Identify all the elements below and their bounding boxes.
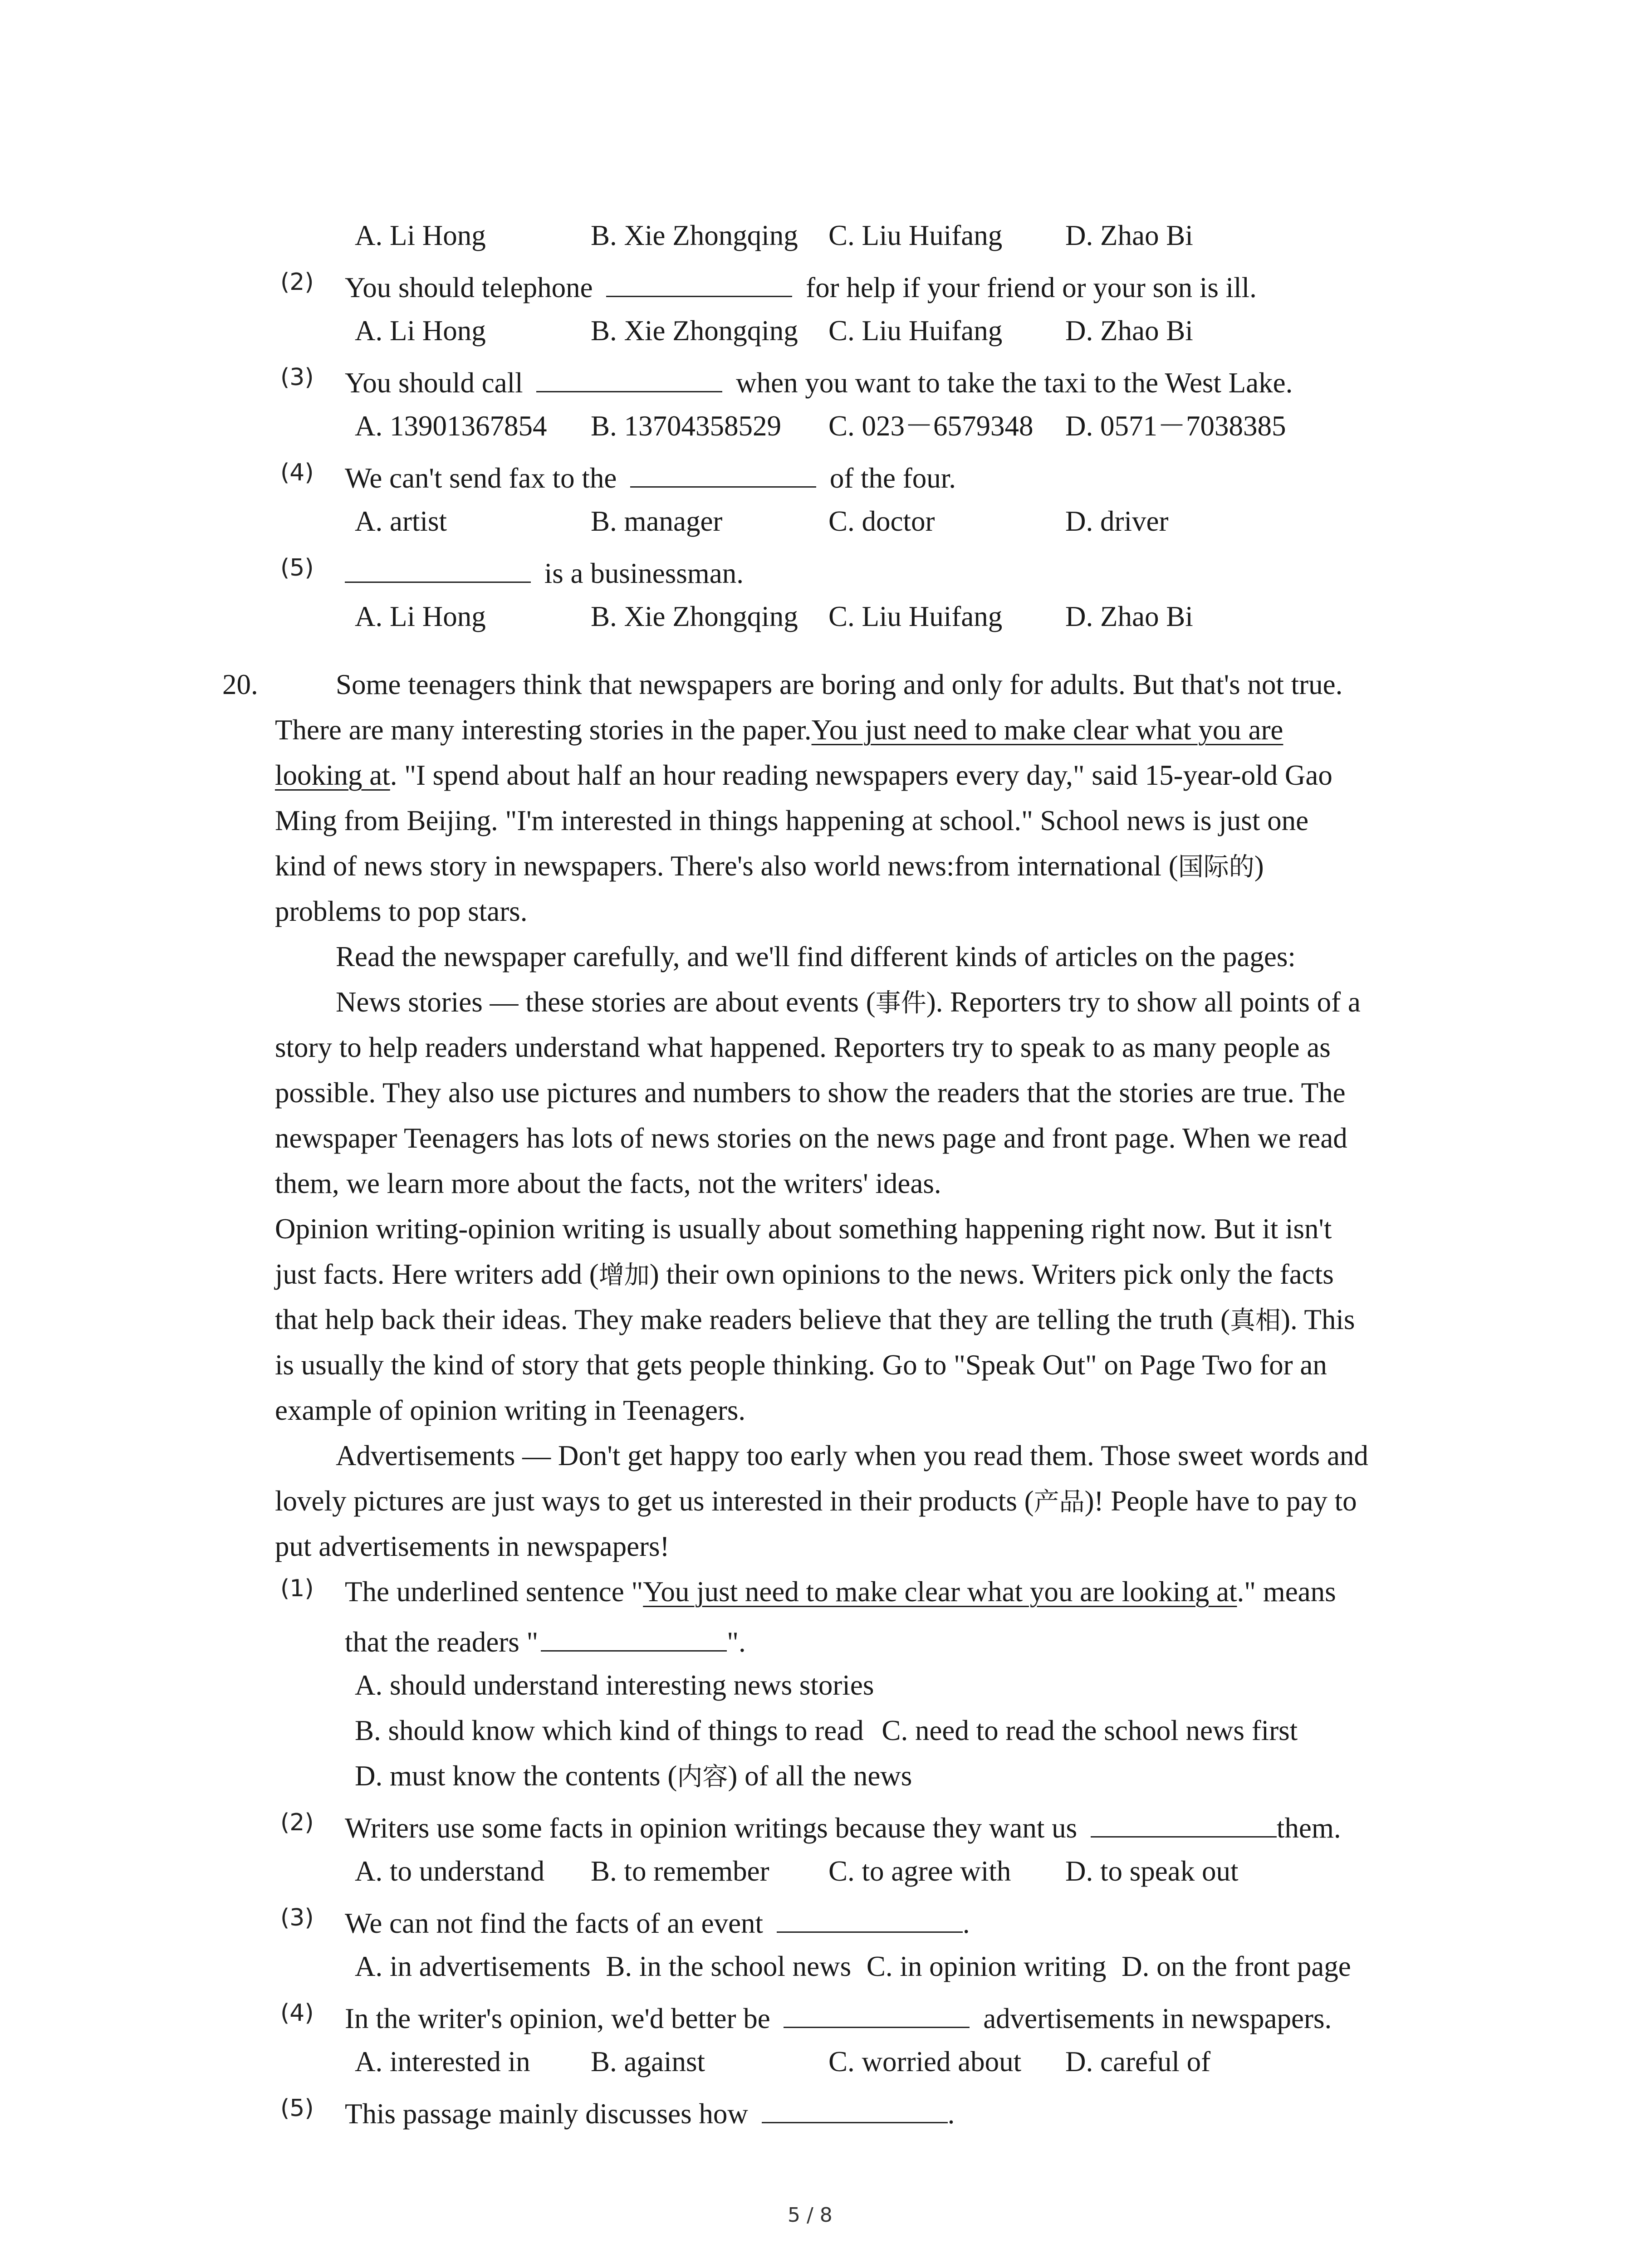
stem-text: In the writer's opinion, we'd better be bbox=[345, 2003, 770, 2034]
option-a: A. Li Hong bbox=[355, 601, 486, 632]
stem-text: for help if your friend or your son is ill. bbox=[806, 272, 1257, 303]
passage-text: ). This bbox=[1281, 1304, 1355, 1335]
stem-text: is a businessman. bbox=[544, 557, 744, 589]
option-b: B. 13704358529 bbox=[591, 410, 782, 442]
passage-text: News stories — these stories are about events ( bbox=[336, 986, 876, 1018]
answer-blank[interactable] bbox=[345, 557, 531, 583]
q20-4-stem bbox=[345, 2002, 1332, 2033]
passage-line bbox=[275, 716, 1283, 744]
passage-text: )! People have to pay to bbox=[1084, 1485, 1357, 1517]
option-c: C. Liu Huifang bbox=[828, 315, 1003, 347]
q20-1-stem bbox=[345, 1578, 1336, 1606]
option-a: A. Li Hong bbox=[355, 315, 486, 347]
passage-text: There are many interesting stories in the paper. bbox=[275, 714, 812, 746]
option-a: A. in advertisements bbox=[355, 1950, 591, 1982]
q19-2-stem bbox=[345, 271, 1257, 302]
option-b: B. Xie Zhongqing bbox=[591, 220, 798, 251]
option-a: A. should understand interesting news stories bbox=[355, 1669, 874, 1701]
option-b: B. Xie Zhongqing bbox=[591, 601, 798, 632]
passage-line: Ming from Beijing. "I'm interested in things happening at school." School news is just one bbox=[275, 805, 1309, 836]
passage-text: ) bbox=[1254, 850, 1264, 882]
option-b: B. in the school news bbox=[606, 1950, 852, 1982]
passage-line: put advertisements in newspapers! bbox=[275, 1530, 670, 1562]
stem-text: . bbox=[962, 1907, 970, 1939]
question-number: (5) bbox=[280, 2095, 314, 2122]
chinese-gloss: 内容 bbox=[677, 1762, 728, 1792]
option-d: D. Zhao Bi bbox=[1065, 220, 1193, 251]
answer-blank[interactable] bbox=[536, 367, 722, 392]
q20-5-stem bbox=[345, 2097, 955, 2128]
stem-text: We can not find the facts of an event bbox=[345, 1907, 764, 1939]
passage-line: Advertisements — Don't get happy too early when you read them. Those sweet words and bbox=[336, 1440, 1368, 1471]
question-number: (3) bbox=[280, 1904, 314, 1931]
passage-line: is usually the kind of story that gets people thinking. Go to "Speak Out" on Page Two for an bbox=[275, 1349, 1327, 1381]
passage-line: them, we learn more about the facts, not the writers' ideas. bbox=[275, 1168, 941, 1199]
option-a: A. to understand bbox=[355, 1855, 545, 1887]
question-number: (1) bbox=[280, 1575, 314, 1602]
q19-5-stem bbox=[345, 557, 744, 588]
option-c: C. doctor bbox=[828, 505, 935, 537]
stem-text: of the four. bbox=[829, 462, 956, 494]
q19-3-stem bbox=[345, 367, 1293, 397]
passage-text: ). Reporters try to show all points of a bbox=[926, 986, 1361, 1018]
question-number: (3) bbox=[280, 364, 314, 391]
q20-3-stem bbox=[345, 1907, 970, 1938]
option-d: D. on the front page bbox=[1122, 1950, 1351, 1982]
answer-blank[interactable] bbox=[541, 1626, 727, 1652]
answer-blank[interactable] bbox=[762, 2097, 948, 2123]
passage-line bbox=[336, 988, 1361, 1017]
option-text: D. must know the contents ( bbox=[355, 1760, 677, 1792]
option-d: D. Zhao Bi bbox=[1065, 601, 1193, 632]
passage-line: story to help readers understand what happened. Reporters try to speak to as many people as bbox=[275, 1031, 1331, 1063]
question-number: (2) bbox=[280, 269, 314, 296]
stem-text: that the readers " bbox=[345, 1626, 539, 1658]
option-c: C. Liu Huifang bbox=[828, 601, 1003, 632]
passage-line: problems to pop stars. bbox=[275, 895, 528, 927]
option-text: ) of all the news bbox=[728, 1760, 912, 1792]
passage-text: ) their own opinions to the news. Writers pick only the facts bbox=[649, 1258, 1334, 1290]
option-c: C. worried about bbox=[828, 2046, 1022, 2077]
passage-line bbox=[275, 1260, 1334, 1289]
option-b: B. to remember bbox=[591, 1855, 769, 1887]
stem-text: advertisements in newspapers. bbox=[983, 2003, 1332, 2034]
option-c: C. in opinion writing bbox=[866, 1950, 1107, 1982]
passage-line bbox=[275, 1487, 1357, 1515]
passage-line bbox=[275, 761, 1332, 790]
option-c: C. need to read the school news first bbox=[882, 1715, 1298, 1746]
chinese-gloss: 国际的 bbox=[1178, 852, 1254, 882]
answer-blank[interactable] bbox=[777, 1907, 963, 1933]
question-number: (2) bbox=[280, 1809, 314, 1836]
stem-text: We can't send fax to the bbox=[345, 462, 617, 494]
option-b: B. should know which kind of things to read bbox=[355, 1715, 864, 1746]
stem-text: The underlined sentence " bbox=[345, 1576, 643, 1608]
passage-text: . "I spend about half an hour reading newspapers every day," said 15-year-old Gao bbox=[390, 759, 1332, 791]
question-number: (5) bbox=[280, 554, 314, 582]
option-a: A. Li Hong bbox=[355, 220, 486, 251]
q20-3-options bbox=[355, 1952, 1351, 1981]
stem-text: You should telephone bbox=[345, 272, 593, 303]
question-number: (4) bbox=[280, 1999, 314, 2027]
passage-text: just facts. Here writers add ( bbox=[275, 1258, 599, 1290]
q20-1-options-bc bbox=[355, 1716, 1298, 1745]
passage-line bbox=[275, 852, 1264, 880]
option-d: D. careful of bbox=[1065, 2046, 1211, 2077]
q20-1-stem-cont bbox=[345, 1626, 746, 1657]
option-d bbox=[355, 1762, 912, 1790]
answer-blank[interactable] bbox=[1091, 1812, 1277, 1838]
underlined-sentence: looking at bbox=[275, 759, 390, 791]
passage-text: that help back their ideas. They make readers believe that they are telling the truth ( bbox=[275, 1304, 1230, 1335]
q20-2-stem bbox=[345, 1812, 1341, 1843]
answer-blank[interactable] bbox=[630, 462, 816, 488]
passage-line bbox=[275, 1305, 1355, 1334]
chinese-gloss: 产品 bbox=[1034, 1487, 1085, 1517]
stem-text: ." means bbox=[1237, 1576, 1336, 1608]
passage-line: Read the newspaper carefully, and we'll find different kinds of articles on the pages: bbox=[336, 941, 1296, 973]
chinese-gloss: 事件 bbox=[875, 988, 926, 1018]
chinese-gloss: 真相 bbox=[1230, 1306, 1281, 1335]
option-c: C. Liu Huifang bbox=[828, 220, 1003, 251]
passage-line: newspaper Teenagers has lots of news stories on the news page and front page. When we read bbox=[275, 1122, 1347, 1154]
option-c: C. 023－6579348 bbox=[828, 410, 1034, 442]
question-number: 20. bbox=[222, 669, 258, 700]
option-b: B. against bbox=[591, 2046, 705, 2077]
underlined-sentence: You just need to make clear what you are bbox=[811, 714, 1283, 746]
stem-text: You should call bbox=[345, 367, 523, 399]
option-a: A. artist bbox=[355, 505, 447, 537]
option-a: A. interested in bbox=[355, 2046, 530, 2077]
option-d: D. to speak out bbox=[1065, 1855, 1239, 1887]
option-c: C. to agree with bbox=[828, 1855, 1011, 1887]
stem-text: . bbox=[947, 2098, 955, 2130]
underlined-sentence: You just need to make clear what you are looking at bbox=[643, 1576, 1237, 1608]
option-b: B. Xie Zhongqing bbox=[591, 315, 798, 347]
chinese-gloss: 增加 bbox=[598, 1261, 650, 1290]
stem-text: ". bbox=[727, 1626, 746, 1658]
passage-line: Opinion writing-opinion writing is usually about something happening right now. But it isn't bbox=[275, 1213, 1332, 1245]
option-d: D. driver bbox=[1065, 505, 1169, 537]
option-d: D. Zhao Bi bbox=[1065, 315, 1193, 347]
option-b: B. manager bbox=[591, 505, 723, 537]
passage-line: Some teenagers think that newspapers are boring and only for adults. But that's not true. bbox=[336, 669, 1343, 700]
stem-text: when you want to take the taxi to the West Lake. bbox=[736, 367, 1293, 399]
passage-text: lovely pictures are just ways to get us interested in their products ( bbox=[275, 1485, 1034, 1517]
question-number: (4) bbox=[280, 459, 314, 486]
page-number: 5 / 8 bbox=[788, 2204, 833, 2227]
option-a: A. 13901367854 bbox=[355, 410, 547, 442]
stem-text: them. bbox=[1276, 1812, 1341, 1844]
q19-4-stem bbox=[345, 462, 956, 493]
answer-blank[interactable] bbox=[606, 271, 792, 297]
passage-line: possible. They also use pictures and numbers to show the readers that the stories are true. The bbox=[275, 1077, 1346, 1109]
option-d: D. 0571－7038385 bbox=[1065, 410, 1286, 442]
passage-line: example of opinion writing in Teenagers. bbox=[275, 1394, 746, 1426]
stem-text: This passage mainly discusses how bbox=[345, 2098, 748, 2130]
passage-text: kind of news story in newspapers. There's also world news:from international ( bbox=[275, 850, 1178, 882]
stem-text: Writers use some facts in opinion writings because they want us bbox=[345, 1812, 1078, 1844]
answer-blank[interactable] bbox=[784, 2002, 970, 2028]
